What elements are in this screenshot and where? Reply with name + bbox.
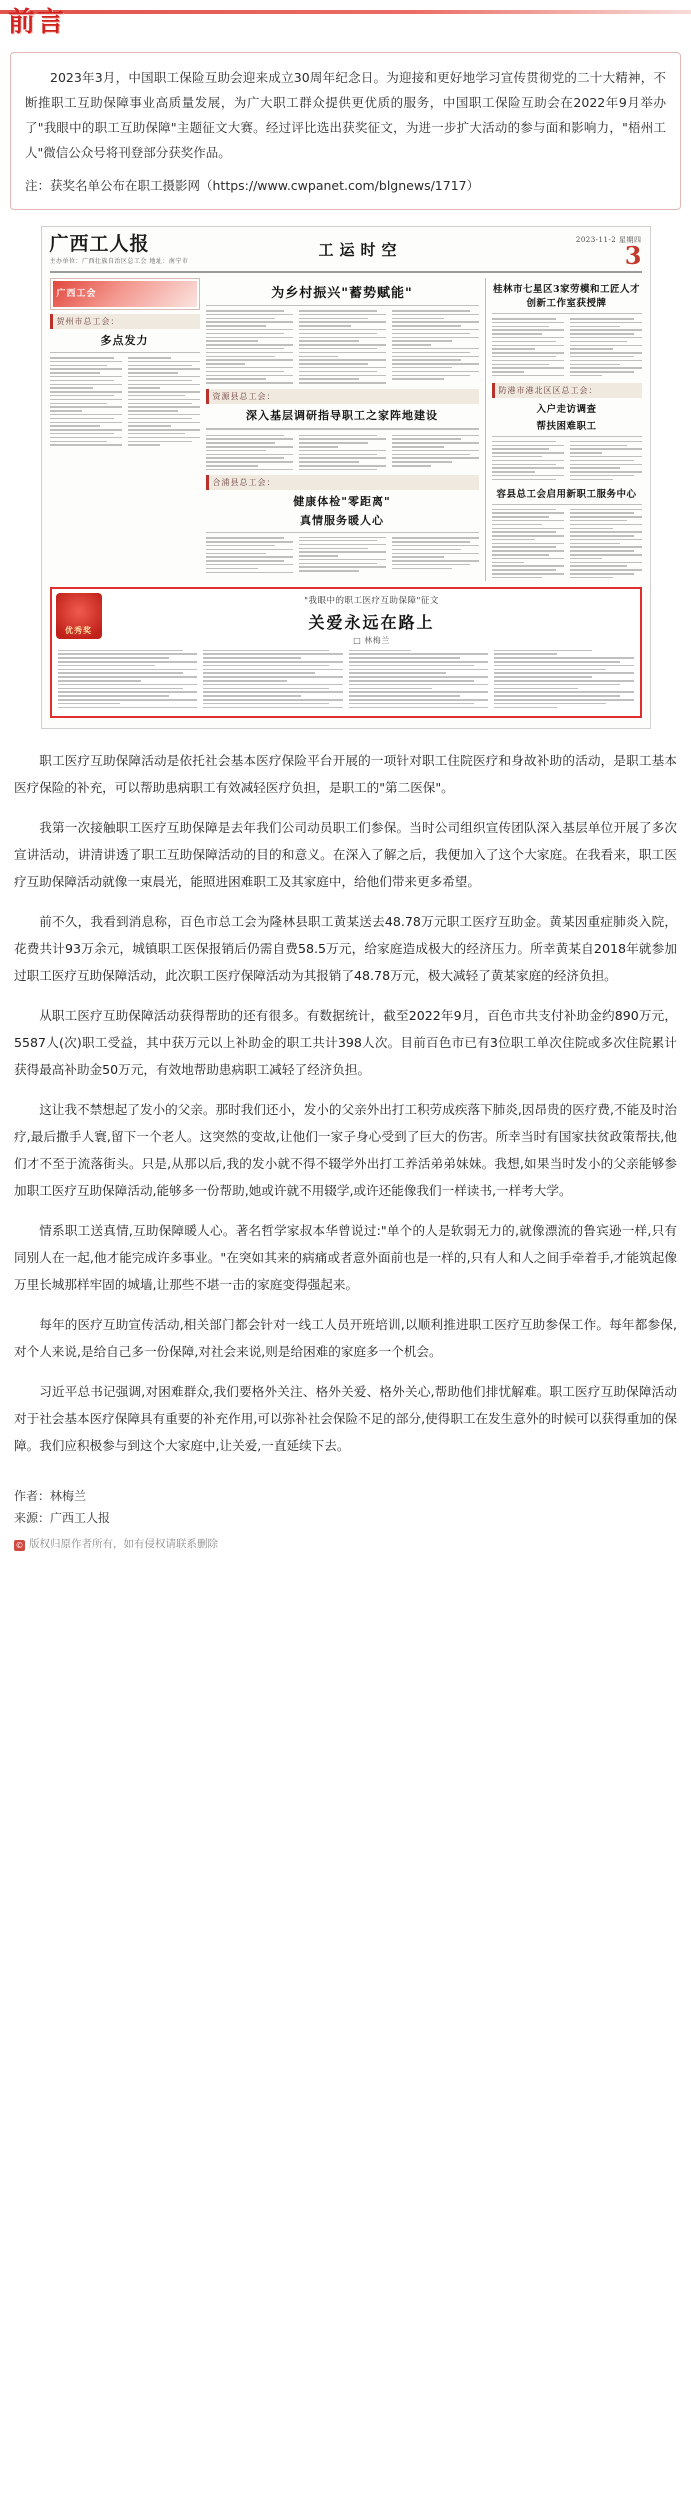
mid-headline-top: 为乡村振兴"蓄势赋能" [271, 286, 413, 301]
newspaper-column-left [50, 278, 200, 581]
intro-paragraph: 2023年3月，中国职工保险互助会迎来成立30周年纪念日。为迎接和更好地学习宣传贯彻党的二十大精神，不断推职工互助保障事业高质量发展，为广大职工群众提供更优质的服务，中国职工保险互助会在2022年9月举办了"我眼中的职工互助保障"主题征文大赛。经过评比选出获奖征文，为进一步扩大活动的参与面和影响力，"梧州工人"微信公众号将刊登部分获奖作品。 [25, 70, 666, 160]
source-line: 来源：广西工人报 [14, 1511, 111, 1526]
copyright-notice [14, 1535, 677, 1553]
copyright-text: 版权归原作者所有，如有侵权请联系删除 [29, 1538, 218, 1551]
divider [492, 504, 642, 505]
article-body [14, 747, 677, 1459]
mid-body-text-1 [206, 310, 479, 385]
right-kicker-2: 防港市港北区区总工会： [492, 383, 642, 398]
intro-note: 注：获奖名单公布在职工摄影网（https://www.cwpanet.com/blgnews/1717） [25, 178, 480, 193]
footer-meta [14, 1485, 677, 1529]
newspaper-section-title-zone [200, 233, 522, 260]
intro-box [10, 52, 681, 210]
divider [206, 532, 479, 533]
newspaper-name: 广西工人报 [49, 233, 150, 255]
mid-headline-2b: 真情服务暖人心 [300, 514, 384, 528]
article-paragraph: 职工医疗互助保障活动是依托社会基本医疗保险平台开展的一项针对职工住院医疗和身故补助的活动，是职工基本医疗保险的补充，可以帮助患病职工有效减轻医疗负担，是职工的"第二医保"。 [14, 753, 677, 796]
award-kicker: "我眼中的职工医疗互助保障"征文 [304, 595, 439, 606]
newspaper-logo-box [50, 278, 200, 310]
left-headline-1: 多点发力 [100, 334, 149, 347]
divider [206, 428, 479, 430]
right-headline-3: 容县总工会启用新职工服务中心 [496, 488, 637, 500]
divider [492, 313, 642, 314]
newspaper-column-middle [206, 278, 479, 581]
page-header [0, 0, 691, 46]
newspaper-date-zone [522, 233, 642, 270]
newspaper-subinfo: 主办单位：广西壮族自治区总工会 地址：南宁市 [49, 258, 189, 265]
award-body-text [58, 650, 634, 711]
article-paragraph: 这让我不禁想起了发小的父亲。那时我们还小，发小的父亲外出打工积劳成疾落下肺炎,因昂贵的医疗费,不能及时治疗,最后撒手人寰,留下一个老人。这突然的变故,让他们一家子身心受到了巨大的伤害。所幸当时有国家扶贫政策帮扶,他们才不至于流落街头。只是,从那以后,我的发小就不得不辍学外出打工养活弟弟妹妹。我想,如果当时发小的父亲能够参加职工医疗互助保障活动,能够多一份帮助,她或许就不用辍学,或许还能像我们一样读书,一样考大学。 [14, 1102, 677, 1199]
newspaper-scan [41, 226, 651, 729]
award-title: 关爱永远在路上 [308, 612, 435, 632]
mid-kicker-2: 合浦县总工会： [206, 475, 479, 490]
newspaper-page-number: 3 [624, 241, 642, 270]
mid-body-text-2 [206, 435, 479, 472]
article-paragraph: 从职工医疗互助保障活动获得帮助的还有很多。有数据统计，截至2022年9月，百色市共支付补助金约890万元，5587人(次)职工受益，其中获万元以上补助金的职工共计398人次。目前百色市已有3位职工单次住院或多次住院累计获得最高补助金50万元，有效地帮助患病职工减轻了经济负担。 [14, 1008, 677, 1078]
mid-body-text-3 [206, 537, 479, 572]
copyright-icon: © [15, 1541, 24, 1551]
divider [492, 436, 642, 437]
article-paragraph: 习近平总书记强调,对困难群众,我们要格外关注、格外关爱、格外关心,帮助他们排忧解难。职工医疗互助保障活动对于社会基本医疗保障具有重要的补充作用,可以弥补社会保险不足的部分,使得职工在发生意外的时候可以获得重加的保障。我们应积极参与到这个大家庭中,让关爱,一直延续下去。 [14, 1384, 677, 1454]
article-paragraph: 前不久，我看到消息称，百色市总工会为隆林县职工黄某送去48.78万元职工医疗互助金。黄某因重症肺炎入院，花费共计93万余元，城镇职工医保报销后仍需自费58.5万元，给家庭造成极大的经济压力。所幸黄某自2018年就参加过职工医疗互助保障活动，此次职工医疗保障活动为其报销了48.78万元，极大减轻了黄某家庭的经济负担。 [14, 914, 677, 984]
right-headline-2b: 帮扶困难职工 [536, 420, 597, 432]
divider [206, 305, 479, 306]
award-article-highlight [50, 587, 642, 719]
header-stripe [0, 10, 691, 14]
award-badge: 优秀奖 [56, 593, 102, 639]
newspaper-column-right [485, 278, 642, 581]
newspaper-masthead-row [50, 233, 642, 273]
mid-headline: 深入基层调研指导职工之家阵地建设 [246, 408, 438, 422]
author-line: 作者：林梅兰 [14, 1489, 87, 1504]
right-headline-2a: 入户走访调查 [536, 403, 597, 415]
mid-kicker: 资源县总工会： [206, 389, 479, 404]
article-paragraph: 每年的医疗互助宣传活动,相关部门都会针对一线工人员开班培训,以顺利推进职工医疗互助参保工作。每年都参保,对个人来说,是给自己多一份保障,对社会来说,则是给困难的家庭多一个机会。 [14, 1317, 677, 1360]
newspaper-section-title: 工运时空 [318, 241, 403, 259]
right-body-text-1 [492, 318, 642, 379]
left-body-text [50, 357, 200, 448]
union-logo-icon: 广西工会 [53, 281, 197, 307]
award-byline: □ 林梅兰 [353, 635, 390, 645]
mid-headline-2a: 健康体检"零距离" [293, 495, 391, 509]
right-body-text-3 [492, 509, 642, 581]
article-paragraph: 我第一次接触职工医疗互助保障是去年我们公司动员职工们参保。当时公司组织宣传团队深入基层单位开展了多次宣讲活动，讲清讲透了职工互助保障活动的目的和意义。在深入了解之后，我便加入了这个大家庭。在我看来，职工医疗互助保障活动就像一束晨光，能照进困难职工及其家庭中，给他们带来更多希望。 [14, 820, 677, 890]
left-kicker: 贺州市总工会： [50, 314, 200, 329]
article-paragraph: 情系职工送真情,互助保障暖人心。著名哲学家叔本华曾说过:"单个的人是软弱无力的,就像漂流的鲁宾逊一样,只有同别人在一起,他才能完成许多事业。"在突如其来的病痛或者意外面前也是一样的,只有人和人之间手牵着手,才能筑起像万里长城那样牢固的城墙,让那些不堪一击的家庭变得强起来。 [14, 1223, 677, 1293]
award-head-zone [110, 594, 634, 646]
newspaper-columns [50, 278, 642, 581]
newspaper-masthead [50, 233, 200, 266]
right-headline-1: 桂林市七星区3家劳模和工匠人才创新工作室获授牌 [492, 284, 641, 309]
right-body-text-2 [492, 441, 642, 483]
page-title: 前言 [8, 7, 66, 38]
divider [50, 352, 200, 353]
newspaper-date: 2023-11-2 星期四 [575, 236, 642, 244]
